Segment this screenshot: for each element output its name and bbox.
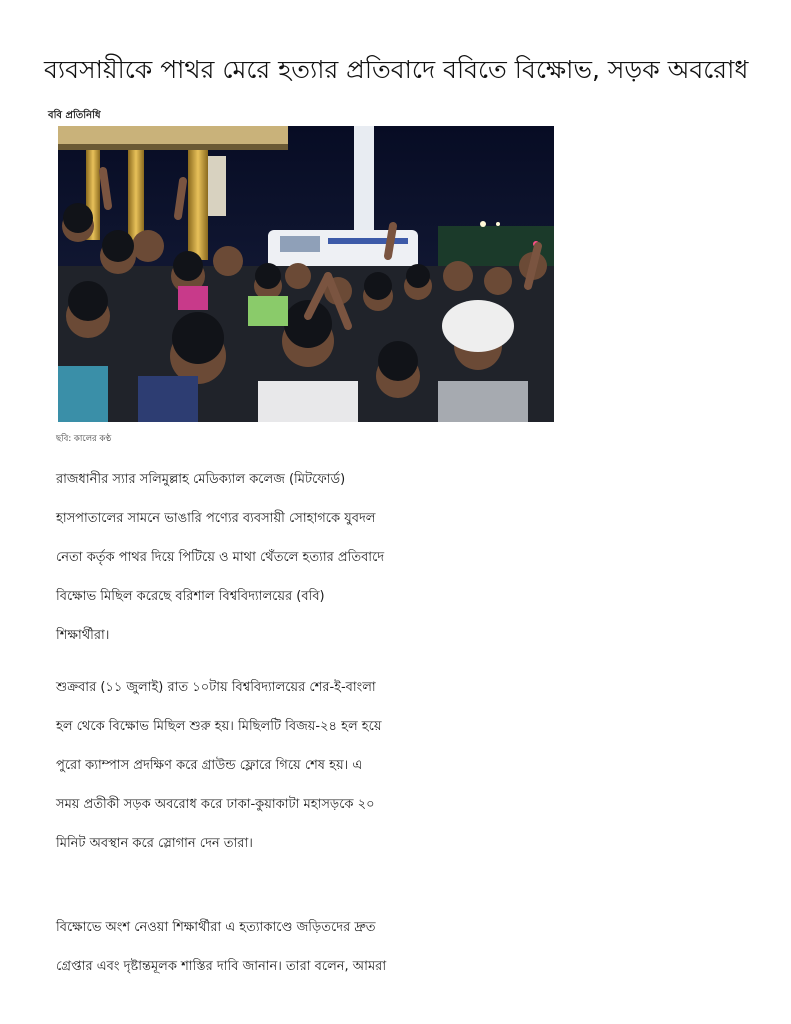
paragraph-line: সময় প্রতীকী সড়ক অবরোধ করে ঢাকা-কুয়াকাটা মহাসড়কে ২০ xyxy=(56,797,375,812)
paragraph-line: পুরো ক্যাম্পাস প্রদক্ষিণ করে গ্রাউন্ড ফ্লোরে গিয়ে শেষ হয়। এ xyxy=(56,758,363,773)
article-paragraph xyxy=(56,908,476,986)
paragraph-line: গ্রেপ্তার এবং দৃষ্টান্তমূলক শাস্তির দাবি জানান। তারা বলেন, আমরা xyxy=(56,959,387,974)
article-byline: ববি প্রতিনিধি xyxy=(48,110,101,121)
article-headline: ব্যবসায়ীকে পাথর মেরে হত্যার প্রতিবাদে ববিতে বিক্ষোভ, সড়ক অবরোধ xyxy=(44,55,749,84)
protest-photo-illustration xyxy=(58,126,554,422)
article-paragraph xyxy=(56,460,476,655)
paragraph-line: বিক্ষোভে অংশ নেওয়া শিক্ষার্থীরা এ হত্যাকাণ্ডে জড়িতদের দ্রুত xyxy=(56,920,376,935)
paragraph-line: বিক্ষোভ মিছিল করেছে বরিশাল বিশ্ববিদ্যালয়ের (ববি) xyxy=(56,589,325,604)
paragraph-line: রাজধানীর স্যার সলিমুল্লাহ মেডিক্যাল কলেজ (মিটফোর্ড) xyxy=(56,472,346,487)
photo-caption: ছবি: কালের কণ্ঠ xyxy=(56,434,112,444)
paragraph-line: শুক্রবার (১১ জুলাই) রাত ১০টায় বিশ্ববিদ্যালয়ের শের-ই-বাংলা xyxy=(56,680,376,695)
paragraph-line: নেতা কর্তৃক পাথর দিয়ে পিটিয়ে ও মাথা থেঁতলে হত্যার প্রতিবাদে xyxy=(56,550,385,565)
paragraph-line: শিক্ষার্থীরা। xyxy=(56,628,110,643)
paragraph-line: হাসপাতালের সামনে ভাঙারি পণ্যের ব্যবসায়ী সোহাগকে যুবদল xyxy=(56,511,376,526)
article-paragraph xyxy=(56,668,476,863)
paragraph-line: মিনিট অবস্থান করে স্লোগান দেন তারা। xyxy=(56,836,253,851)
article-photo xyxy=(58,126,554,422)
paragraph-line: হল থেকে বিক্ষোভ মিছিল শুরু হয়। মিছিলটি বিজয়-২৪ হল হয়ে xyxy=(56,719,382,734)
